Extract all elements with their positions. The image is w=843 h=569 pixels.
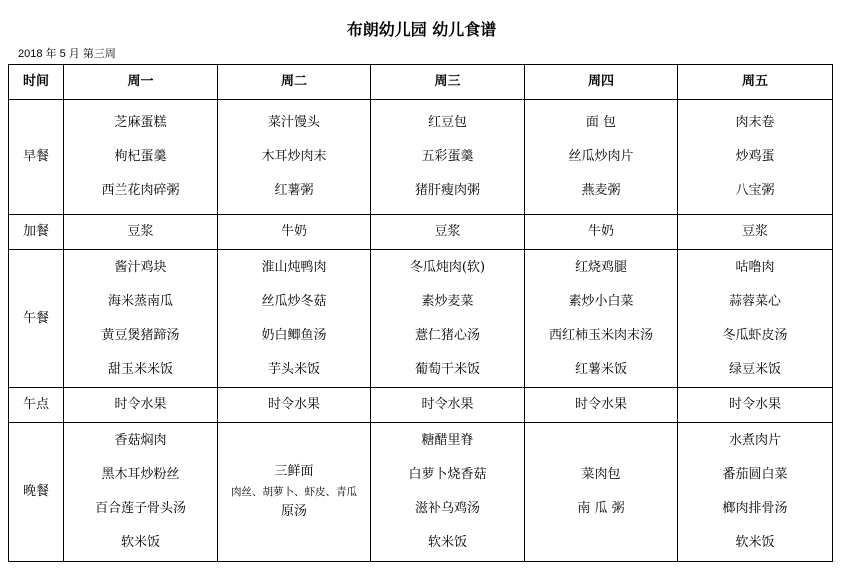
dish: 面 包 xyxy=(585,115,617,130)
dish: 原汤 xyxy=(280,504,307,519)
dish: 甜玉米米饭 xyxy=(107,361,173,377)
time-header: 时间 xyxy=(9,65,64,100)
afternoon-snack-row xyxy=(9,388,833,423)
dish: 水煮肉片 xyxy=(728,433,781,448)
dish: 三鲜面 xyxy=(274,464,314,479)
dish: 冬瓜虾皮汤 xyxy=(722,327,788,343)
breakfast-tue xyxy=(218,100,371,215)
breakfast-row xyxy=(9,100,833,215)
dish: 香菇焖肉 xyxy=(114,433,167,448)
dish: 软米饭 xyxy=(120,535,160,550)
week-subtitle: 2018 年 5 月 第三周 xyxy=(18,48,116,60)
dinner-fri xyxy=(678,423,833,562)
dish: 西兰花肉碎粥 xyxy=(101,183,180,198)
lunch-mon xyxy=(64,250,218,388)
dish: 红薯粥 xyxy=(274,183,314,198)
dish: 榔肉排骨汤 xyxy=(722,501,788,516)
dish: 番茄圆白菜 xyxy=(722,467,788,482)
dish-ingredients: 肉丝、胡萝卜、虾皮、青瓜 xyxy=(231,486,357,498)
snack-row xyxy=(9,215,833,250)
afternoon-thu: 时令水果 xyxy=(525,388,678,423)
breakfast-mon xyxy=(64,100,218,215)
dish: 五彩蛋羹 xyxy=(421,149,474,164)
day-header-tue: 周二 xyxy=(218,65,371,100)
snack-wed: 豆浆 xyxy=(371,215,525,250)
dish: 红豆包 xyxy=(427,115,467,130)
day-header-mon: 周一 xyxy=(64,65,218,100)
dinner-wed xyxy=(371,423,525,562)
dish: 炒鸡蛋 xyxy=(735,149,775,164)
day-header-fri: 周五 xyxy=(678,65,833,100)
dish: 菜汁馒头 xyxy=(267,115,320,130)
lunch-row xyxy=(9,250,833,388)
dish: 软米饭 xyxy=(735,535,775,550)
dish: 丝瓜炒肉片 xyxy=(568,149,634,164)
dish: 西红柿玉米肉末汤 xyxy=(548,327,653,343)
dish: 滋补乌鸡汤 xyxy=(414,501,480,516)
dish: 素炒小白菜 xyxy=(568,293,634,309)
dish: 枸杞蛋羹 xyxy=(114,149,167,164)
dish: 葡萄干米饭 xyxy=(414,361,480,377)
snack-tue: 牛奶 xyxy=(218,215,371,250)
day-header-wed: 周三 xyxy=(371,65,525,100)
lunch-wed xyxy=(371,250,525,388)
dish: 木耳炒肉末 xyxy=(261,149,327,164)
breakfast-fri xyxy=(678,100,833,215)
afternoon-mon: 时令水果 xyxy=(64,388,218,423)
afternoon-wed: 时令水果 xyxy=(371,388,525,423)
lunch-tue xyxy=(218,250,371,388)
dish: 淮山炖鸭肉 xyxy=(261,259,327,275)
dish: 黑木耳炒粉丝 xyxy=(101,467,180,482)
dish: 猪肝瘦肉粥 xyxy=(414,183,480,198)
dish: 咕噜肉 xyxy=(735,259,775,275)
afternoon-fri: 时令水果 xyxy=(678,388,833,423)
header-row xyxy=(9,65,833,100)
dish: 奶白鲫鱼汤 xyxy=(261,327,327,343)
dinner-tue xyxy=(218,423,371,562)
dinner-row xyxy=(9,423,833,562)
lunch-fri xyxy=(678,250,833,388)
dish: 白萝卜烧香菇 xyxy=(408,467,487,482)
dish: 软米饭 xyxy=(427,535,467,550)
dinner-mon xyxy=(64,423,218,562)
menu-table xyxy=(8,64,833,562)
dish: 八宝粥 xyxy=(735,183,775,198)
dish: 芋头米饭 xyxy=(267,361,320,377)
breakfast-thu xyxy=(525,100,678,215)
dish: 肉末卷 xyxy=(735,115,775,130)
dish: 海米蒸南瓜 xyxy=(107,293,173,309)
day-header-thu: 周四 xyxy=(525,65,678,100)
snack-thu: 牛奶 xyxy=(525,215,678,250)
dish: 菜肉包 xyxy=(581,467,621,482)
dish: 燕麦粥 xyxy=(581,183,621,198)
meal-label-dinner: 晚餐 xyxy=(9,423,64,562)
dish: 绿豆米饭 xyxy=(728,361,781,377)
dinner-thu xyxy=(525,423,678,562)
meal-label-breakfast: 早餐 xyxy=(9,100,64,215)
page-title: 布朗幼儿园 幼儿食谱 xyxy=(346,20,497,39)
dish: 糖醋里脊 xyxy=(421,433,474,448)
dish: 黄豆煲猪蹄汤 xyxy=(101,327,180,343)
dish: 素炒麦菜 xyxy=(421,293,474,309)
meal-label-snack: 加餐 xyxy=(9,215,64,250)
snack-fri: 豆浆 xyxy=(678,215,833,250)
dish: 丝瓜炒冬菇 xyxy=(261,293,327,309)
breakfast-wed xyxy=(371,100,525,215)
dish: 红薯米饭 xyxy=(574,361,627,377)
dish: 冬瓜炖肉(软) xyxy=(409,259,486,275)
meal-label-lunch: 午餐 xyxy=(9,250,64,388)
dish: 薏仁猪心汤 xyxy=(414,327,480,343)
dish: 南 瓜 粥 xyxy=(577,501,625,516)
dish: 芝麻蛋糕 xyxy=(114,115,167,130)
dish: 蒜蓉菜心 xyxy=(728,293,781,309)
lunch-thu xyxy=(525,250,678,388)
dish: 红烧鸡腿 xyxy=(574,259,627,275)
meal-label-afternoon: 午点 xyxy=(9,388,64,423)
dish: 酱汁鸡块 xyxy=(114,259,167,275)
snack-mon: 豆浆 xyxy=(64,215,218,250)
dish: 百合莲子骨头汤 xyxy=(94,501,186,516)
afternoon-tue: 时令水果 xyxy=(218,388,371,423)
